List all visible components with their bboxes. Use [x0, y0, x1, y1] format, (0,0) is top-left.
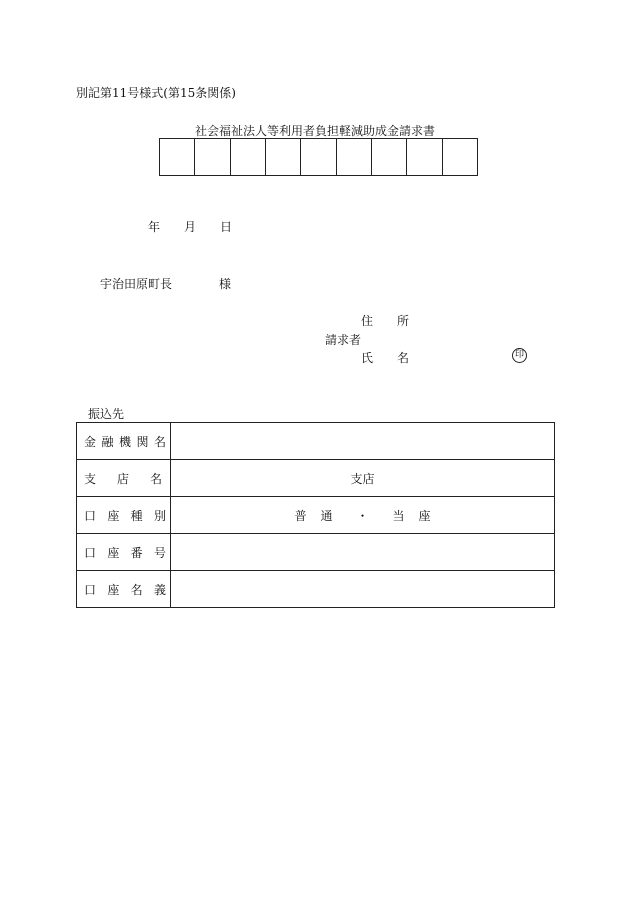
account-type-char: 通 [320, 508, 333, 523]
number-box-grid [159, 138, 478, 176]
date-day-label: 日 [220, 220, 233, 234]
account-holder-field[interactable] [171, 571, 555, 608]
label-char: 口 [84, 545, 97, 560]
branch-suffix: 支店 [350, 471, 375, 486]
bank-name-field[interactable] [171, 423, 555, 460]
label-char: 名 [153, 434, 166, 449]
label-char: 店 [116, 471, 129, 486]
table-row [77, 460, 555, 497]
number-box[interactable] [266, 139, 301, 175]
number-box[interactable] [443, 139, 477, 175]
seal-mark: 印 [512, 348, 527, 363]
account-holder-label [77, 571, 171, 608]
label-char: 号 [153, 545, 166, 560]
account-number-field[interactable] [171, 534, 555, 571]
table-row [77, 571, 555, 608]
number-box[interactable] [195, 139, 230, 175]
account-type-char: 普 [294, 508, 307, 523]
label-char: 融 [101, 434, 114, 449]
branch-name-field[interactable] [171, 460, 555, 497]
label-char: 番 [130, 545, 143, 560]
claimant-label: 請求者 [325, 333, 362, 347]
number-box[interactable] [372, 139, 407, 175]
name-char-2: 名 [397, 351, 410, 365]
claimant-name-label [361, 349, 409, 366]
label-char: 名 [130, 582, 143, 597]
address-char-1: 住 [361, 314, 374, 328]
addressee-name: 宇治田原町長 [100, 277, 173, 291]
number-box[interactable] [407, 139, 442, 175]
label-char: 義 [153, 582, 166, 597]
table-row [77, 534, 555, 571]
number-box[interactable] [301, 139, 336, 175]
label-char: 種 [130, 508, 143, 523]
account-type-char: 当 [392, 508, 405, 523]
label-char: 機 [118, 434, 131, 449]
date-month-label: 月 [184, 220, 197, 234]
number-box[interactable] [160, 139, 195, 175]
document-title: 社会福祉法人等利用者負担軽減助成金請求書 [194, 124, 435, 138]
label-char: 座 [107, 508, 120, 523]
account-number-label [77, 534, 171, 571]
label-char: 口 [84, 582, 97, 597]
table-row [77, 497, 555, 534]
number-box[interactable] [337, 139, 372, 175]
name-char-1: 氏 [361, 351, 374, 365]
number-box[interactable] [231, 139, 266, 175]
bank-name-label [77, 423, 171, 460]
label-char: 座 [107, 545, 120, 560]
date-year-label: 年 [148, 220, 161, 234]
account-type-field[interactable] [171, 497, 555, 534]
label-char: 関 [136, 434, 149, 449]
table-row [77, 423, 555, 460]
account-type-char: 座 [418, 508, 431, 523]
claimant-address-label [361, 312, 409, 329]
bank-transfer-table [76, 422, 555, 608]
transfer-heading: 振込先 [88, 407, 125, 421]
label-char: 金 [84, 434, 97, 449]
account-type-separator: ・ [356, 508, 369, 523]
label-char: 支 [84, 471, 97, 486]
label-char: 座 [107, 582, 120, 597]
label-char: 口 [84, 508, 97, 523]
label-char: 別 [153, 508, 166, 523]
form-label: 別記第11号様式(第15条関係) [76, 86, 236, 100]
account-type-label [77, 497, 171, 534]
branch-name-label [77, 460, 171, 497]
label-char: 名 [149, 471, 162, 486]
address-char-2: 所 [397, 314, 410, 328]
addressee-suffix: 様 [219, 277, 232, 291]
